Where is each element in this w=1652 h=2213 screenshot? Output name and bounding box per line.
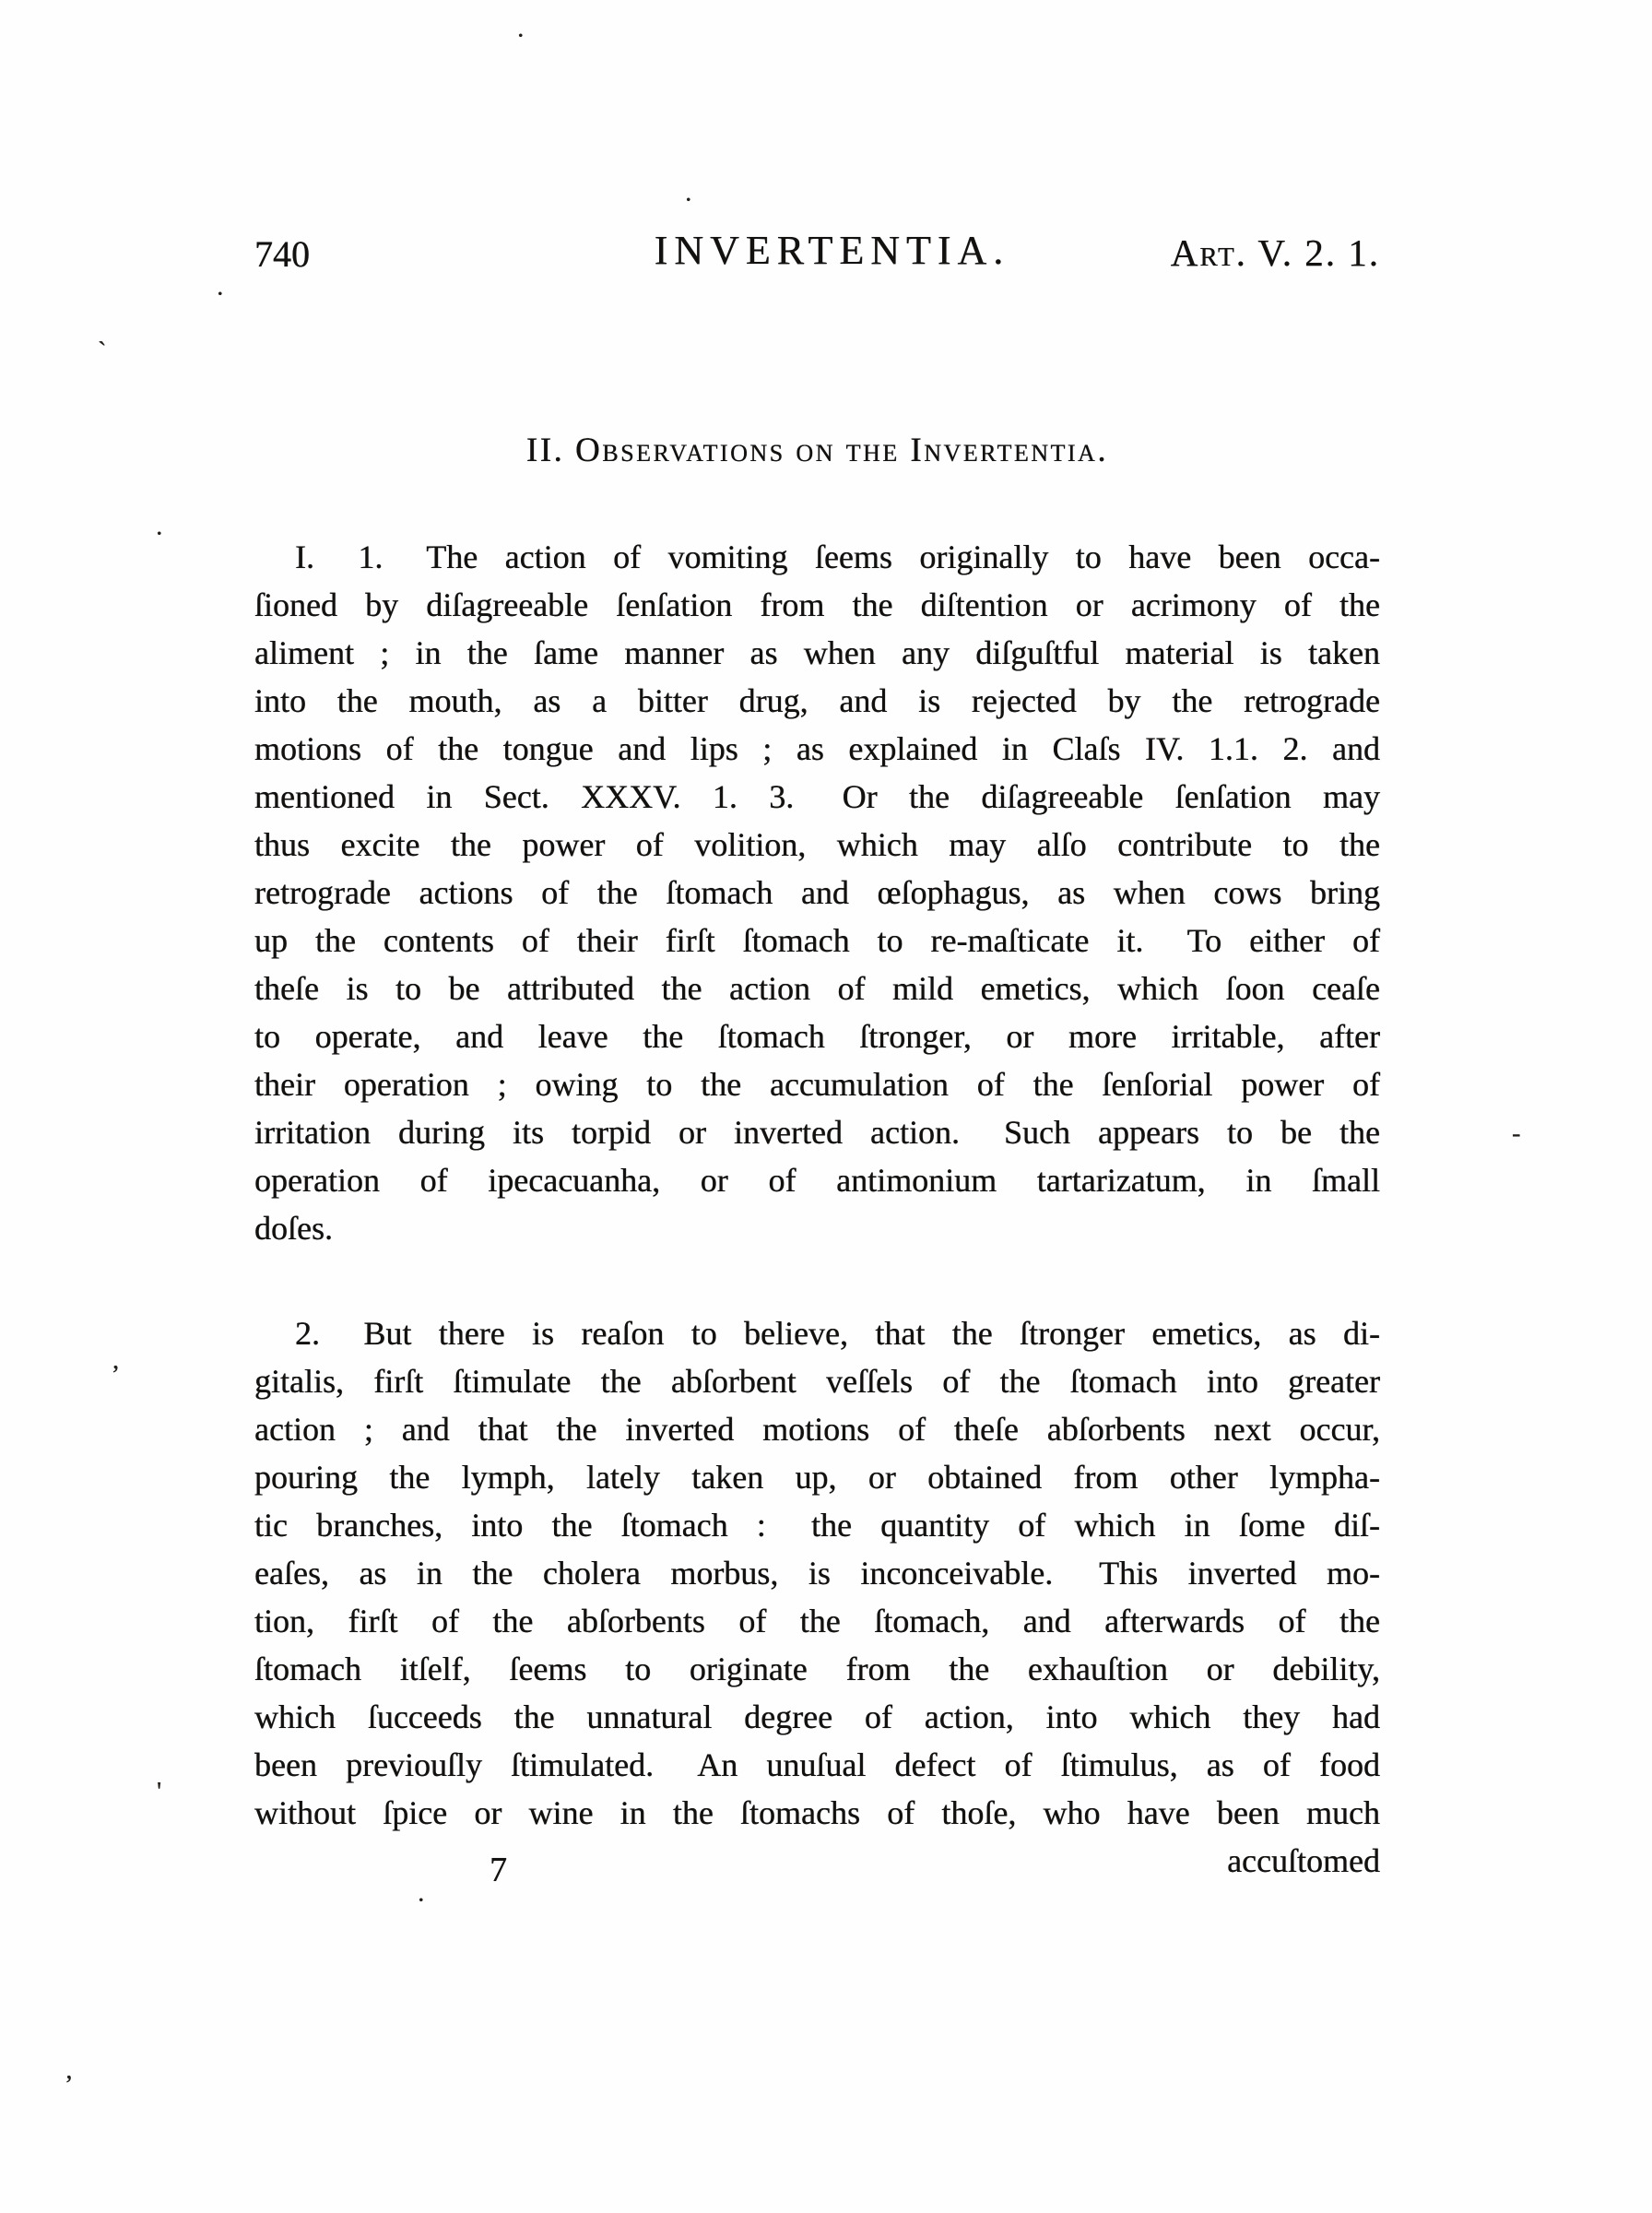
scan-artifact: ·: [417, 1887, 426, 1915]
text-line: to operate, and leave the ſtomach ſtronger, or more irritable, after: [254, 1018, 1380, 1055]
scan-artifact: ·: [155, 520, 164, 549]
catchword: accuſtomed: [1227, 1842, 1380, 1879]
page-header: [254, 229, 1380, 284]
text-line: up the contents of their firſt ſtomach to re-maſticate it. To either of: [254, 922, 1380, 959]
paragraph-1: [254, 533, 1380, 1252]
text-line: pouring the lymph, lately taken up, or obtained from other lympha-: [254, 1459, 1380, 1496]
text-line: their operation ; owing to the accumulation of the ſenſorial power of: [254, 1066, 1380, 1103]
text-line: without ſpice or wine in the ſtomachs of thoſe, who have been much: [254, 1794, 1380, 1831]
page-number: 740: [254, 233, 310, 275]
text-line: gitalis, firſt ſtimulate the abſorbent veſſels of the ſtomach into greater: [254, 1363, 1380, 1400]
catchword-row: [254, 1837, 1380, 1885]
text-line: irritation during its torpid or inverted action. Such appears to be the: [254, 1114, 1380, 1151]
text-line: aliment ; in the ſame manner as when any diſguſtful material is taken: [254, 634, 1380, 671]
text-line: tion, firſt of the abſorbents of the ſtomach, and afterwards of the: [254, 1603, 1380, 1639]
scan-artifact: ,: [112, 1346, 119, 1375]
text-line: ſtomach itſelf, ſeems to originate from the exhauſtion or debility,: [254, 1651, 1380, 1687]
text-line: retrograde actions of the ſtomach and œſophagus, as when cows bring: [254, 874, 1380, 911]
text-line: mentioned in Sect. XXXV. 1. 3. Or the diſagreeable ſenſation may: [254, 778, 1380, 815]
text-line: I. 1. The action of vomiting ſeems originally to have been occa-: [295, 538, 1380, 575]
text-line: been previouſly ſtimulated. An unuſual defect of ſtimulus, as of food: [254, 1746, 1380, 1783]
text-line: into the mouth, as a bitter drug, and is rejected by the retrograde: [254, 682, 1380, 719]
section-heading: II. Observations on the Invertentia.: [525, 432, 1109, 469]
scan-artifact: ·: [684, 186, 693, 215]
scan-artifact: `: [98, 337, 107, 366]
scan-artifact: -: [1512, 1119, 1521, 1148]
text-line: motions of the tongue and lips ; as explained in Claſs IV. 1.1. 2. and: [254, 730, 1380, 767]
text-line: which ſucceeds the unnatural degree of action, into which they had: [254, 1698, 1380, 1735]
scan-artifact: ·: [516, 22, 525, 51]
text-line: operation of ipecacuanha, or of antimonium tartarizatum, in ſmall: [254, 1162, 1380, 1199]
scan-artifact: ·: [216, 280, 225, 309]
text-line: action ; and that the inverted motions of theſe abſorbents next occur,: [254, 1411, 1380, 1448]
text-line: tic branches, into the ſtomach : the quantity of which in ſome diſ-: [254, 1507, 1380, 1544]
paragraph-2: [254, 1309, 1380, 1837]
text-line: ſioned by diſagreeable ſenſation from the diſtention or acrimony of the: [254, 586, 1380, 623]
scan-artifact: ‚: [65, 2056, 74, 2085]
signature-number: 7: [490, 1851, 507, 1889]
text-line: thus excite the power of volition, which may alſo contribute to the: [254, 826, 1380, 863]
article-reference: Art. V. 2. 1.: [1170, 231, 1380, 274]
running-title: INVERTENTIA.: [654, 228, 1010, 273]
text-line: 2. But there is reaſon to believe, that the ſtronger emetics, as di-: [295, 1315, 1380, 1352]
text-line: theſe is to be attributed the action of mild emetics, which ſoon ceaſe: [254, 970, 1380, 1007]
text-line: doſes.: [254, 1210, 333, 1247]
text-line: eaſes, as in the cholera morbus, is inconceivable. This inverted mo-: [254, 1555, 1380, 1592]
scan-artifact: ': [157, 1778, 162, 1806]
